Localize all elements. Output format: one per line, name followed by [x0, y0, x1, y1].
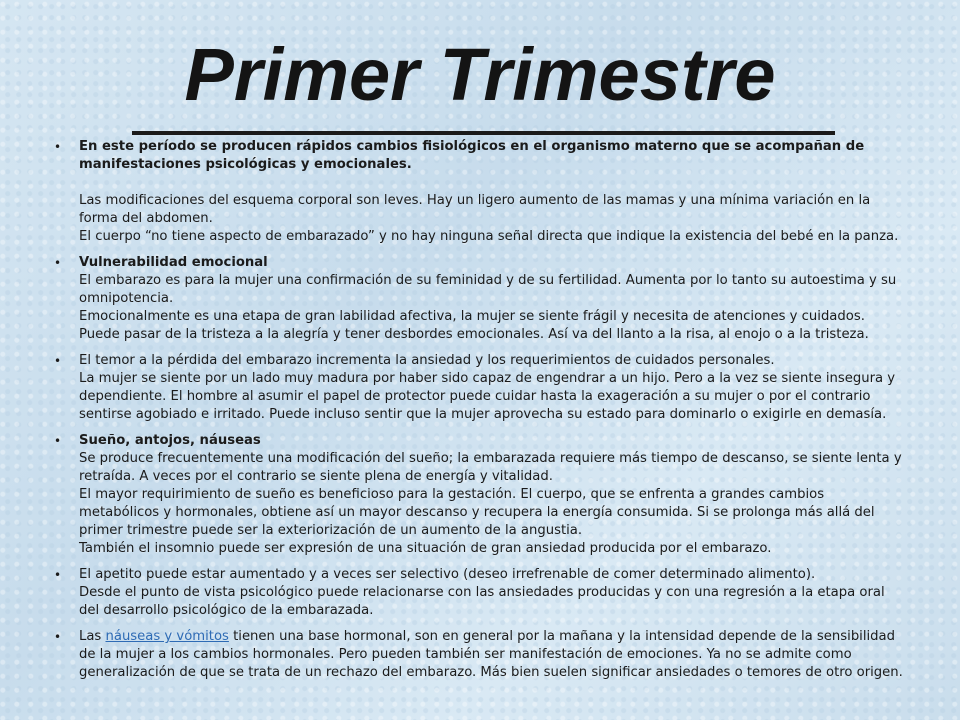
- bullet-paragraph: El mayor requirimiento de sueño es beneficioso para la gestación. El cuerpo, que se enfrenta a grandes cambios metabólicos y hormonales, obtiene así un mayor descanso y recupera la energía consumida. Si se prolonga más allá del primer trimestre puede ser la exteriorización de un aumento de la angustia.: [79, 487, 875, 538]
- bullet-icon: •: [54, 568, 62, 582]
- bullet-heading: Vulnerabilidad emocional: [79, 255, 268, 270]
- bullet-icon: •: [54, 434, 62, 448]
- nauseas-link[interactable]: náuseas y vómitos: [105, 629, 229, 644]
- bullet-heading: Sueño, antojos, náuseas: [79, 433, 261, 448]
- list-item: [52, 432, 904, 558]
- bullet-list: [52, 138, 904, 690]
- bullet-paragraph: El apetito puede estar aumentado y a veces ser selectivo (deseo irrefrenable de comer determinado alimento).: [79, 567, 816, 582]
- bullet-paragraph: Se produce frecuentemente una modificación del sueño; la embarazada requiere más tiempo de descanso, se siente lenta y retraída. A veces por el contrario se siente plena de energía y vitalidad.: [79, 451, 902, 484]
- list-item: [52, 352, 904, 424]
- bullet-paragraph: Emocionalmente es una etapa de gran labilidad afectiva, la mujer se siente frágil y necesita de atenciones y cuidados. Puede pasar de la tristeza a la alegría y tener desbordes emocionales. Así va del llanto a la risa, al enojo o a la tristeza.: [79, 309, 869, 342]
- title-underline: [132, 131, 835, 135]
- list-item: [52, 138, 904, 246]
- bullet-icon: •: [54, 256, 62, 270]
- bullet-heading: En este período se producen rápidos cambios fisiológicos en el organismo materno que se acompañan de manifestaciones psicológicas y emocionales.: [79, 139, 865, 172]
- list-item: [52, 254, 904, 344]
- list-item: [52, 566, 904, 620]
- bullet-paragraph: La mujer se siente por un lado muy madura por haber sido capaz de engendrar a un hijo. Pero a la vez se siente insegura y dependiente. El hombre al asumir el papel de protector puede cuidar hasta la exageración a su mujer o por el contrario sentirse agobiado e irritado. Puede incluso sentir que la mujer aprovecha su estado para dominarlo o exigirle en demasía.: [79, 371, 896, 422]
- bullet-paragraph: También el insomnio puede ser expresión de una situación de gran ansiedad producida por el embarazo.: [79, 541, 772, 556]
- bullet-paragraph: Las modificaciones del esquema corporal son leves. Hay un ligero aumento de las mamas y una mínima variación en la forma del abdomen.: [79, 193, 871, 226]
- bullet-paragraph: El cuerpo “no tiene aspecto de embarazado” y no hay ninguna señal directa que indique la existencia del bebé en la panza.: [79, 229, 899, 244]
- bullet-icon: •: [54, 630, 62, 644]
- bullet-paragraph: Desde el punto de vista psicológico puede relacionarse con las ansiedades producidas y con una regresión a la etapa oral del desarrollo psicológico de la embarazada.: [79, 585, 885, 618]
- bullet-paragraph: [79, 628, 904, 682]
- bullet-icon: •: [54, 354, 62, 368]
- page-title: Primer Trimestre: [184, 33, 776, 116]
- list-item: [52, 628, 904, 682]
- bullet-paragraph: El embarazo es para la mujer una confirmación de su feminidad y de su fertilidad. Aumenta por lo tanto su autoestima y su omnipotencia.: [79, 273, 897, 306]
- text-suffix: tienen una base hormonal, son en general por la mañana y la intensidad depende de la sensibilidad de la mujer a los cambios hormonales. Pero pueden también ser manifestación de emociones. Ya no se admite como generalización de que se trata de un rechazo del embarazo. Más bien suelen significar ansiedades o temores de otro origen.: [79, 629, 903, 680]
- text-prefix: Las: [79, 629, 106, 644]
- bullet-paragraph: El temor a la pérdida del embarazo incrementa la ansiedad y los requerimientos de cuidados personales.: [79, 353, 775, 368]
- bullet-icon: •: [54, 140, 62, 154]
